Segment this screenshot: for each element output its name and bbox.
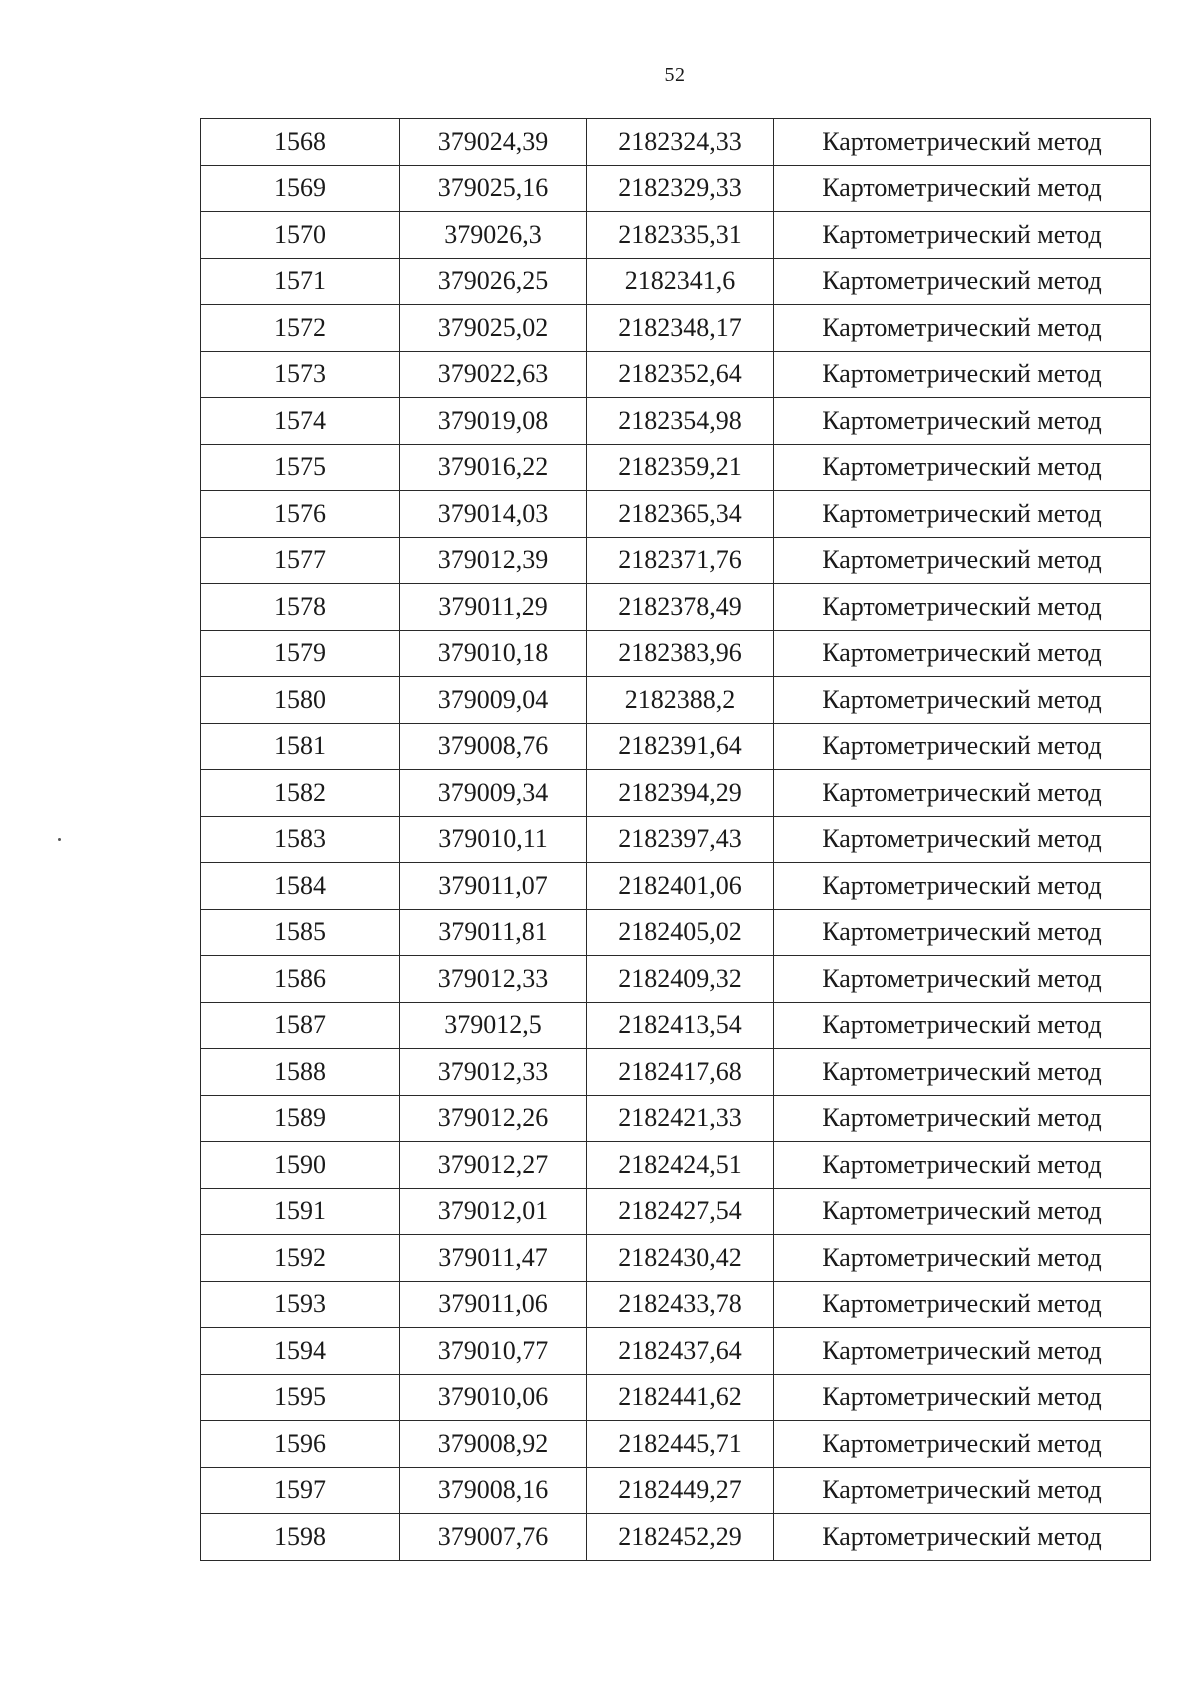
table-row — [201, 258, 1151, 305]
y-coordinate-cell: 2182433,78 — [587, 1281, 774, 1328]
y-coordinate-cell: 2182352,64 — [587, 351, 774, 398]
coordinates-table — [200, 118, 1151, 1561]
method-cell: Картометрический метод — [774, 1142, 1151, 1189]
x-coordinate-cell: 379012,26 — [400, 1095, 587, 1142]
y-coordinate-cell: 2182449,27 — [587, 1467, 774, 1514]
x-coordinate-cell: 379008,16 — [400, 1467, 587, 1514]
point-number-cell: 1594 — [201, 1328, 400, 1375]
point-number-cell: 1593 — [201, 1281, 400, 1328]
x-coordinate-cell: 379010,77 — [400, 1328, 587, 1375]
x-coordinate-cell: 379012,33 — [400, 956, 587, 1003]
method-cell: Картометрический метод — [774, 305, 1151, 352]
method-cell: Картометрический метод — [774, 770, 1151, 817]
y-coordinate-cell: 2182378,49 — [587, 584, 774, 631]
point-number-cell: 1571 — [201, 258, 400, 305]
table-row — [201, 630, 1151, 677]
y-coordinate-cell: 2182383,96 — [587, 630, 774, 677]
method-cell: Картометрический метод — [774, 909, 1151, 956]
y-coordinate-cell: 2182427,54 — [587, 1188, 774, 1235]
x-coordinate-cell: 379007,76 — [400, 1514, 587, 1561]
y-coordinate-cell: 2182445,71 — [587, 1421, 774, 1468]
x-coordinate-cell: 379011,47 — [400, 1235, 587, 1282]
x-coordinate-cell: 379009,04 — [400, 677, 587, 724]
table-row — [201, 723, 1151, 770]
x-coordinate-cell: 379014,03 — [400, 491, 587, 538]
x-coordinate-cell: 379010,18 — [400, 630, 587, 677]
method-cell: Картометрический метод — [774, 398, 1151, 445]
x-coordinate-cell: 379019,08 — [400, 398, 587, 445]
point-number-cell: 1577 — [201, 537, 400, 584]
method-cell: Картометрический метод — [774, 863, 1151, 910]
table-row — [201, 119, 1151, 166]
table-row — [201, 1421, 1151, 1468]
point-number-cell: 1572 — [201, 305, 400, 352]
y-coordinate-cell: 2182424,51 — [587, 1142, 774, 1189]
method-cell: Картометрический метод — [774, 165, 1151, 212]
table-row — [201, 1142, 1151, 1189]
table-row — [201, 1188, 1151, 1235]
table-row — [201, 212, 1151, 259]
table-row — [201, 537, 1151, 584]
method-cell: Картометрический метод — [774, 677, 1151, 724]
point-number-cell: 1575 — [201, 444, 400, 491]
y-coordinate-cell: 2182452,29 — [587, 1514, 774, 1561]
table-row — [201, 1514, 1151, 1561]
y-coordinate-cell: 2182371,76 — [587, 537, 774, 584]
method-cell: Картометрический метод — [774, 630, 1151, 677]
point-number-cell: 1586 — [201, 956, 400, 1003]
y-coordinate-cell: 2182359,21 — [587, 444, 774, 491]
point-number-cell: 1570 — [201, 212, 400, 259]
point-number-cell: 1598 — [201, 1514, 400, 1561]
y-coordinate-cell: 2182388,2 — [587, 677, 774, 724]
point-number-cell: 1583 — [201, 816, 400, 863]
x-coordinate-cell: 379012,27 — [400, 1142, 587, 1189]
x-coordinate-cell: 379012,33 — [400, 1049, 587, 1096]
point-number-cell: 1597 — [201, 1467, 400, 1514]
method-cell: Картометрический метод — [774, 351, 1151, 398]
x-coordinate-cell: 379008,76 — [400, 723, 587, 770]
point-number-cell: 1569 — [201, 165, 400, 212]
point-number-cell: 1576 — [201, 491, 400, 538]
y-coordinate-cell: 2182405,02 — [587, 909, 774, 956]
table-row — [201, 1467, 1151, 1514]
x-coordinate-cell: 379009,34 — [400, 770, 587, 817]
method-cell: Картометрический метод — [774, 1235, 1151, 1282]
method-cell: Картометрический метод — [774, 444, 1151, 491]
table-row — [201, 1281, 1151, 1328]
y-coordinate-cell: 2182348,17 — [587, 305, 774, 352]
point-number-cell: 1588 — [201, 1049, 400, 1096]
point-number-cell: 1585 — [201, 909, 400, 956]
method-cell: Картометрический метод — [774, 1328, 1151, 1375]
method-cell: Картометрический метод — [774, 212, 1151, 259]
table-row — [201, 863, 1151, 910]
table-row — [201, 816, 1151, 863]
point-number-cell: 1582 — [201, 770, 400, 817]
point-number-cell: 1580 — [201, 677, 400, 724]
table-row — [201, 1095, 1151, 1142]
table-row — [201, 491, 1151, 538]
method-cell: Картометрический метод — [774, 956, 1151, 1003]
y-coordinate-cell: 2182430,42 — [587, 1235, 774, 1282]
method-cell: Картометрический метод — [774, 1374, 1151, 1421]
table-row — [201, 677, 1151, 724]
y-coordinate-cell: 2182401,06 — [587, 863, 774, 910]
point-number-cell: 1568 — [201, 119, 400, 166]
x-coordinate-cell: 379022,63 — [400, 351, 587, 398]
x-coordinate-cell: 379012,39 — [400, 537, 587, 584]
y-coordinate-cell: 2182409,32 — [587, 956, 774, 1003]
y-coordinate-cell: 2182354,98 — [587, 398, 774, 445]
method-cell: Картометрический метод — [774, 537, 1151, 584]
table-row — [201, 1328, 1151, 1375]
y-coordinate-cell: 2182329,33 — [587, 165, 774, 212]
y-coordinate-cell: 2182413,54 — [587, 1002, 774, 1049]
table-row — [201, 909, 1151, 956]
point-number-cell: 1595 — [201, 1374, 400, 1421]
y-coordinate-cell: 2182391,64 — [587, 723, 774, 770]
point-number-cell: 1590 — [201, 1142, 400, 1189]
point-number-cell: 1584 — [201, 863, 400, 910]
method-cell: Картометрический метод — [774, 1188, 1151, 1235]
x-coordinate-cell: 379025,16 — [400, 165, 587, 212]
x-coordinate-cell: 379011,29 — [400, 584, 587, 631]
x-coordinate-cell: 379008,92 — [400, 1421, 587, 1468]
method-cell: Картометрический метод — [774, 119, 1151, 166]
y-coordinate-cell: 2182437,64 — [587, 1328, 774, 1375]
method-cell: Картометрический метод — [774, 1514, 1151, 1561]
y-coordinate-cell: 2182341,6 — [587, 258, 774, 305]
point-number-cell: 1581 — [201, 723, 400, 770]
method-cell: Картометрический метод — [774, 258, 1151, 305]
table-row — [201, 1235, 1151, 1282]
y-coordinate-cell: 2182417,68 — [587, 1049, 774, 1096]
x-coordinate-cell: 379025,02 — [400, 305, 587, 352]
point-number-cell: 1579 — [201, 630, 400, 677]
method-cell: Картометрический метод — [774, 1467, 1151, 1514]
table-row — [201, 1002, 1151, 1049]
method-cell: Картометрический метод — [774, 1049, 1151, 1096]
table-row — [201, 1049, 1151, 1096]
method-cell: Картометрический метод — [774, 1002, 1151, 1049]
x-coordinate-cell: 379011,06 — [400, 1281, 587, 1328]
x-coordinate-cell: 379012,01 — [400, 1188, 587, 1235]
method-cell: Картометрический метод — [774, 816, 1151, 863]
method-cell: Картометрический метод — [774, 491, 1151, 538]
coordinates-table-body — [201, 119, 1151, 1561]
point-number-cell: 1587 — [201, 1002, 400, 1049]
x-coordinate-cell: 379011,81 — [400, 909, 587, 956]
method-cell: Картометрический метод — [774, 1421, 1151, 1468]
y-coordinate-cell: 2182394,29 — [587, 770, 774, 817]
table-row — [201, 444, 1151, 491]
x-coordinate-cell: 379010,06 — [400, 1374, 587, 1421]
y-coordinate-cell: 2182365,34 — [587, 491, 774, 538]
y-coordinate-cell: 2182441,62 — [587, 1374, 774, 1421]
x-coordinate-cell: 379012,5 — [400, 1002, 587, 1049]
table-row — [201, 956, 1151, 1003]
scan-speck — [58, 838, 61, 841]
point-number-cell: 1592 — [201, 1235, 400, 1282]
y-coordinate-cell: 2182335,31 — [587, 212, 774, 259]
table-row — [201, 584, 1151, 631]
table-row — [201, 305, 1151, 352]
point-number-cell: 1589 — [201, 1095, 400, 1142]
point-number-cell: 1596 — [201, 1421, 400, 1468]
method-cell: Картометрический метод — [774, 723, 1151, 770]
point-number-cell: 1591 — [201, 1188, 400, 1235]
x-coordinate-cell: 379026,25 — [400, 258, 587, 305]
x-coordinate-cell: 379026,3 — [400, 212, 587, 259]
method-cell: Картометрический метод — [774, 1281, 1151, 1328]
point-number-cell: 1573 — [201, 351, 400, 398]
x-coordinate-cell: 379010,11 — [400, 816, 587, 863]
y-coordinate-cell: 2182397,43 — [587, 816, 774, 863]
x-coordinate-cell: 379024,39 — [400, 119, 587, 166]
page-number: 52 — [664, 64, 686, 86]
point-number-cell: 1578 — [201, 584, 400, 631]
table-row — [201, 770, 1151, 817]
table-row — [201, 1374, 1151, 1421]
point-number-cell: 1574 — [201, 398, 400, 445]
table-row — [201, 351, 1151, 398]
method-cell: Картометрический метод — [774, 1095, 1151, 1142]
method-cell: Картометрический метод — [774, 584, 1151, 631]
y-coordinate-cell: 2182324,33 — [587, 119, 774, 166]
x-coordinate-cell: 379016,22 — [400, 444, 587, 491]
y-coordinate-cell: 2182421,33 — [587, 1095, 774, 1142]
table-row — [201, 165, 1151, 212]
x-coordinate-cell: 379011,07 — [400, 863, 587, 910]
table-row — [201, 398, 1151, 445]
